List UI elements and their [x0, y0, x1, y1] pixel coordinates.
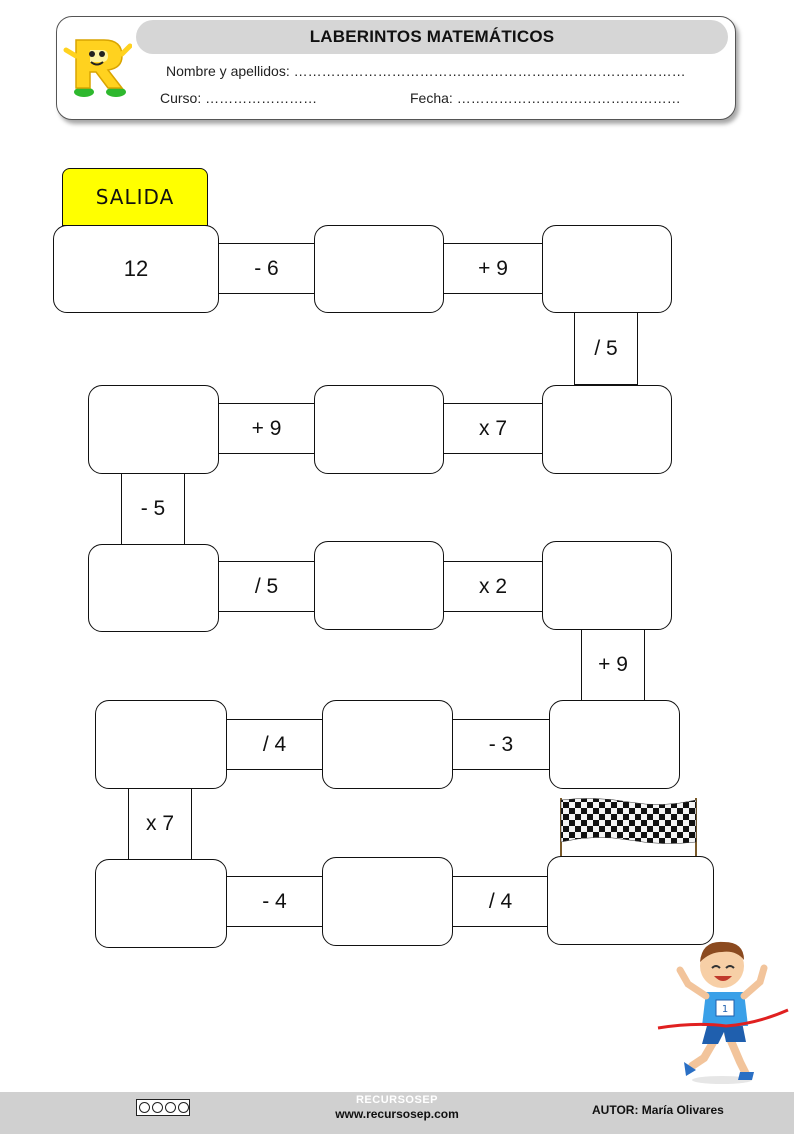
maze-operation: - 6 [218, 243, 315, 294]
maze-answer-box[interactable] [314, 385, 444, 474]
name-label: Nombre y apellidos: [166, 63, 290, 79]
maze-answer-box[interactable] [95, 859, 227, 948]
footer-author: AUTOR: María Olivares [592, 1103, 724, 1117]
maze-operation: / 4 [226, 719, 323, 770]
maze-operation: - 4 [226, 876, 323, 927]
maze-answer-box[interactable] [88, 385, 219, 474]
date-dots: ………………………………………… [456, 90, 681, 106]
maze-operation: - 3 [452, 719, 550, 770]
name-dots: ………………………………………………………………………… [293, 63, 686, 79]
maze-operation: + 9 [218, 403, 315, 454]
date-label: Fecha: [410, 90, 453, 106]
maze-operation: - 5 [121, 473, 185, 545]
creative-commons-icon [136, 1099, 190, 1116]
maze-finish-box[interactable] [547, 856, 714, 945]
maze-answer-box[interactable] [542, 541, 672, 630]
maze-operation: x 7 [128, 788, 192, 860]
maze-operation: / 5 [218, 561, 315, 612]
course-dots: …………………… [205, 90, 318, 106]
maze-answer-box[interactable] [322, 857, 453, 946]
maze-answer-box[interactable] [314, 541, 444, 630]
footer-brand-block [300, 1094, 494, 1121]
maze-operation: + 9 [581, 629, 645, 701]
maze-answer-box[interactable] [542, 225, 672, 313]
maze-answer-box[interactable] [314, 225, 444, 313]
maze-operation: x 7 [443, 403, 543, 454]
maze-answer-box[interactable] [322, 700, 453, 789]
maze-answer-box[interactable] [95, 700, 227, 789]
maze-answer-box[interactable] [88, 544, 219, 632]
maze-box-start: 12 [53, 225, 219, 313]
start-label: SALIDA [62, 168, 208, 226]
footer-url[interactable]: www.recursosep.com [335, 1107, 459, 1121]
checkered-flag-icon [557, 796, 700, 858]
r-mascot-logo-icon [62, 34, 132, 100]
footer-brand: RECURSOSEP [355, 1094, 439, 1106]
maze-operation: / 4 [452, 876, 549, 927]
maze-operation: / 5 [574, 312, 638, 385]
maze-answer-box[interactable] [542, 385, 672, 474]
course-field[interactable] [160, 90, 317, 106]
date-field[interactable] [410, 90, 681, 106]
running-boy-finish-line-icon [656, 934, 790, 1086]
maze-operation: + 9 [443, 243, 543, 294]
maze-answer-box[interactable] [549, 700, 680, 789]
svg-text:1: 1 [721, 1004, 729, 1015]
worksheet-title: LABERINTOS MATEMÁTICOS [136, 20, 728, 54]
course-label: Curso: [160, 90, 202, 106]
name-field[interactable] [166, 63, 686, 79]
maze-operation: x 2 [443, 561, 543, 612]
